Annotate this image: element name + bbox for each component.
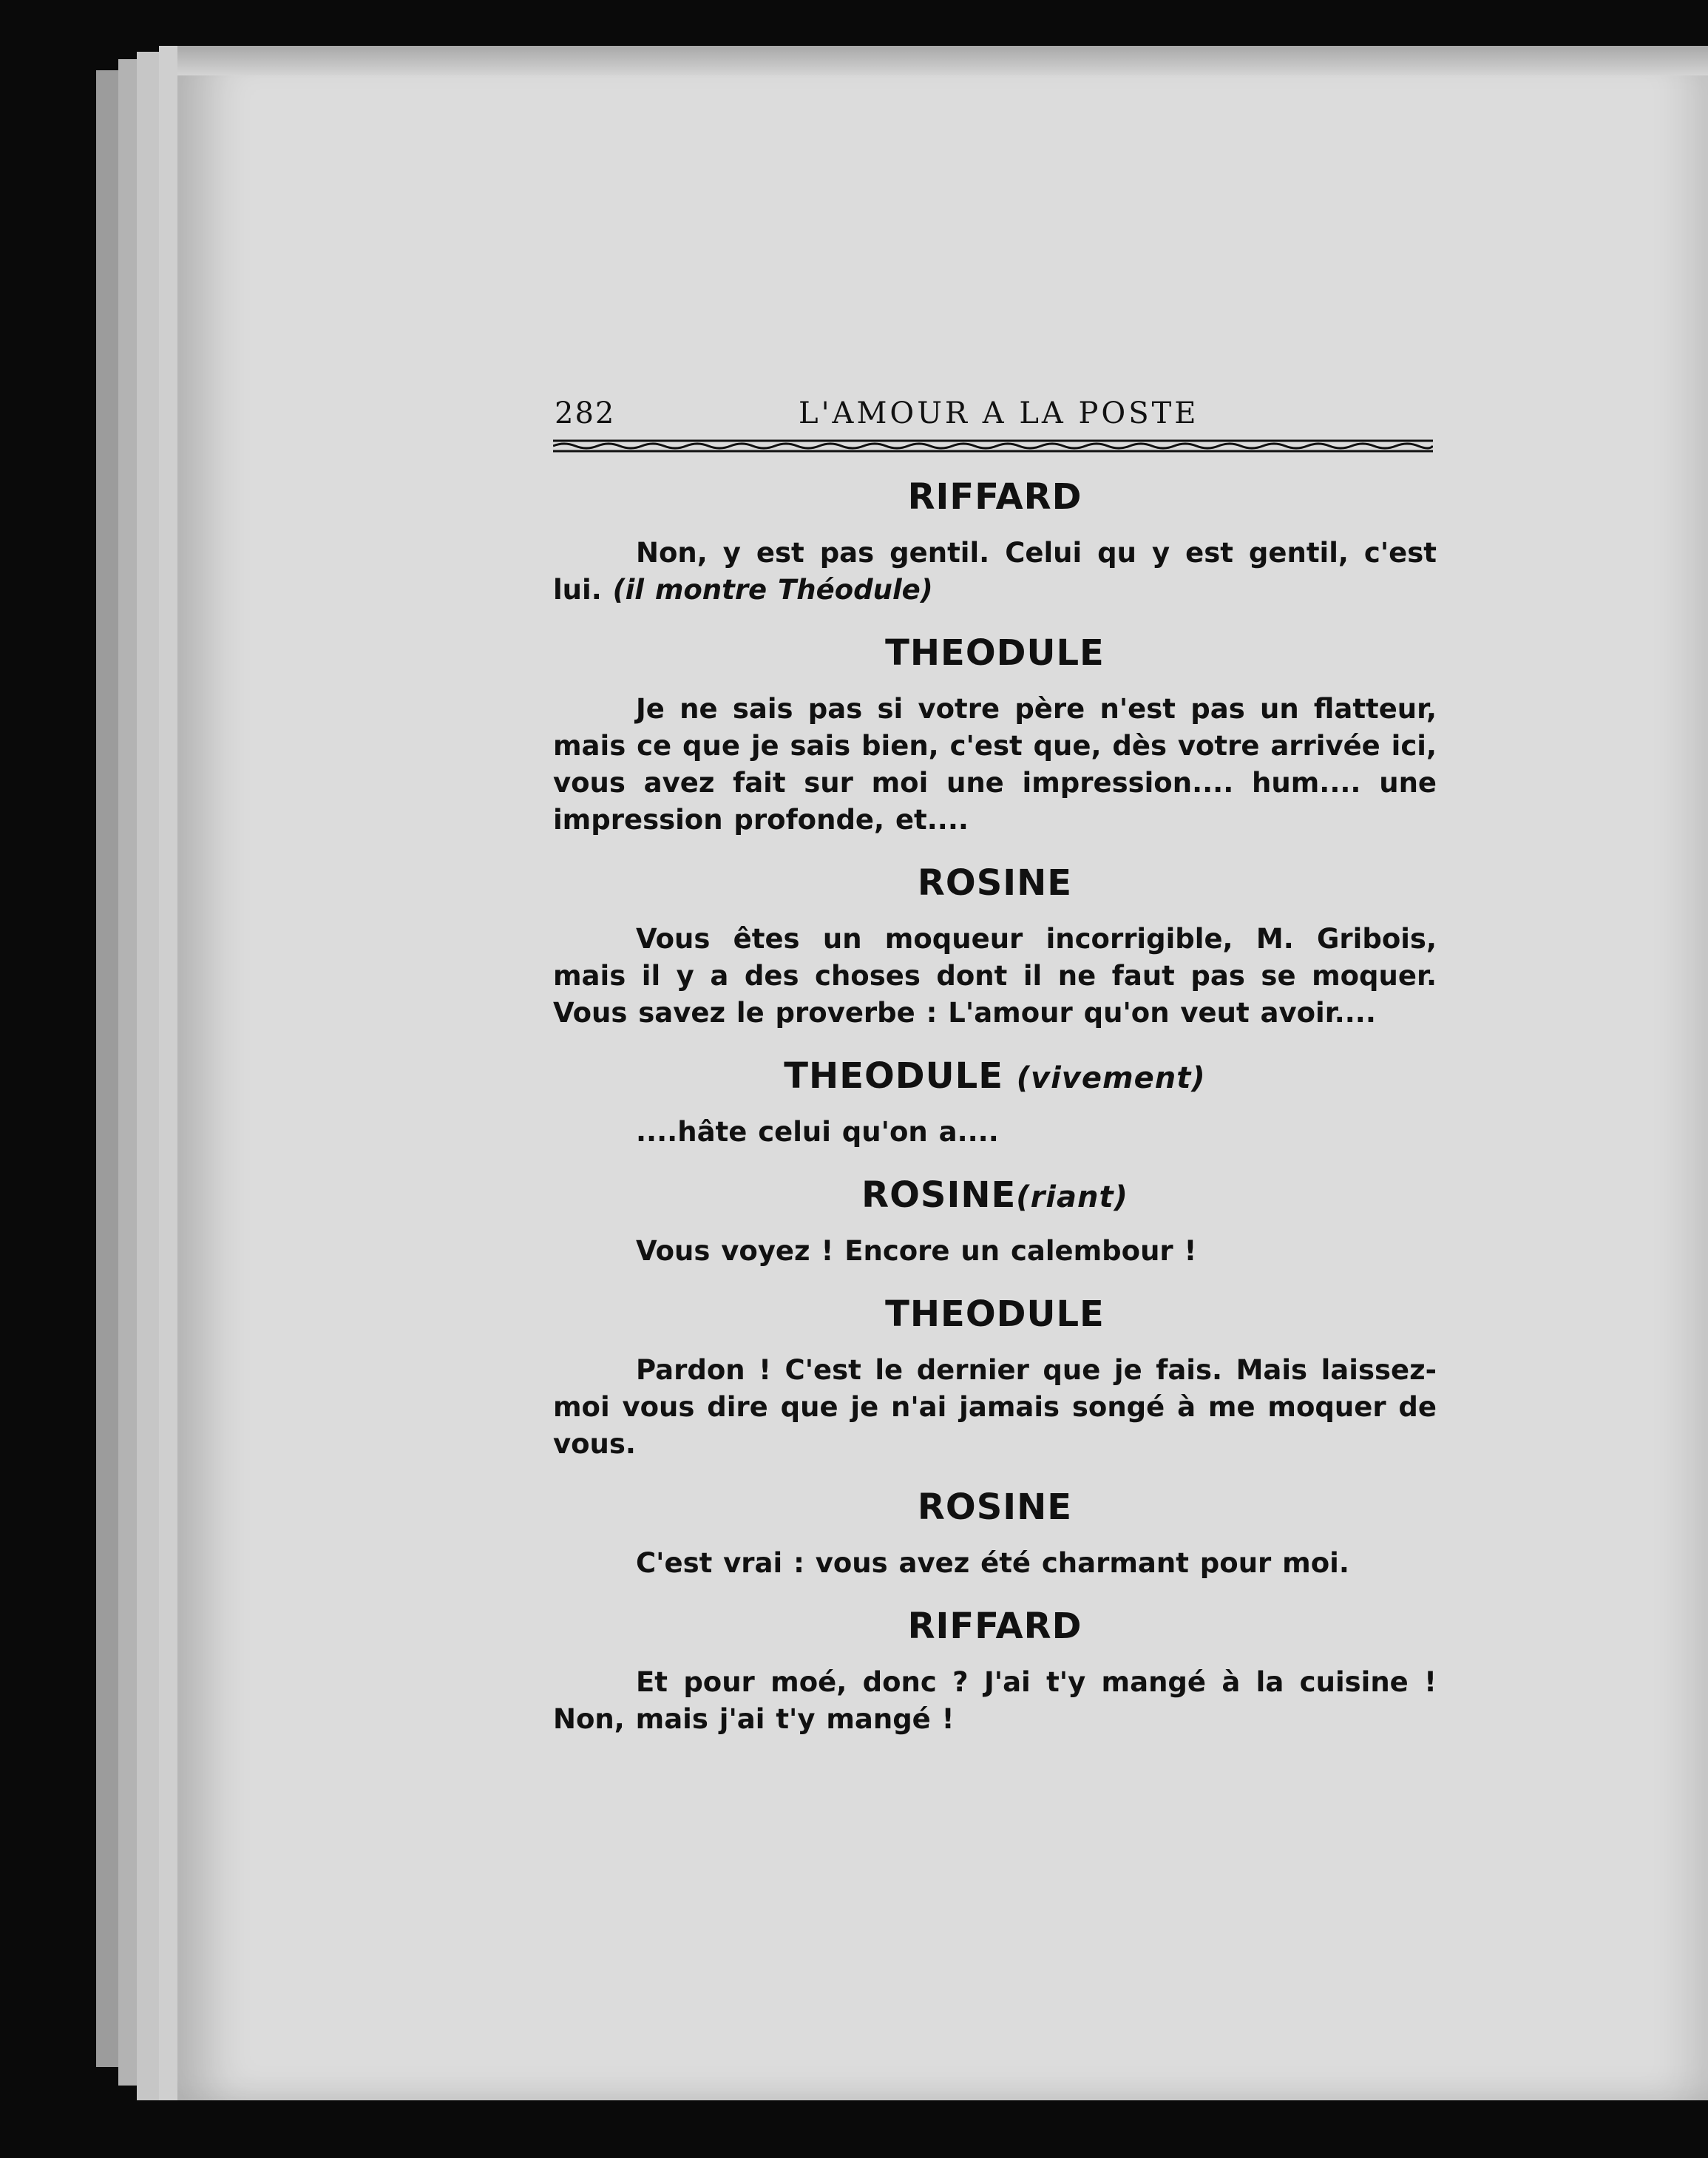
stage-direction: (vivement) (1016, 1061, 1206, 1095)
scan-border (118, 2100, 1708, 2158)
speaker-name: ROSINE (917, 1486, 1073, 1528)
stage-direction: (riant) (1016, 1180, 1128, 1214)
speaker-name: THEODULE (885, 1293, 1105, 1335)
page-number: 282 (555, 396, 616, 430)
speech-line: Vous voyez ! Encore un calembour ! (636, 1235, 1197, 1267)
running-header (555, 392, 1434, 436)
speaker-name: RIFFARD (907, 1606, 1082, 1647)
speech-line: Pardon ! C'est le dernier que je fais. Mais laissez-moi vous dire que je n'ai jamais songé à me moquer de vous. (553, 1354, 1437, 1460)
speaker-name: RIFFARD (907, 476, 1082, 518)
speech-line: Vous êtes un moqueur incorrigible, M. Gribois, mais il y a des choses dont il ne faut pas se moquer. Vous savez le proverbe : L'amour qu'on veut avoir.... (553, 923, 1437, 1029)
running-title: L'AMOUR A LA POSTE (799, 396, 1199, 430)
speaker-name: ROSINE (917, 862, 1073, 904)
speaker-name: THEODULE (885, 632, 1105, 674)
speech-line: Et pour moé, donc ? J'ai t'y mangé à la cuisine ! Non, mais j'ai t'y mangé ! (553, 1666, 1437, 1735)
play-dialogue (553, 466, 1437, 1760)
page-top-shadow (177, 46, 1708, 75)
speech-line: C'est vrai : vous avez été charmant pour moi. (636, 1547, 1349, 1579)
speech-line: ....hâte celui qu'on a.... (636, 1116, 999, 1148)
speech-line: Je ne sais pas si votre père n'est pas un flatteur, mais ce que je sais bien, c'est que, dès votre arrivée ici, vous avez fait sur moi une impression.... hum.... une impression profonde, et.... (553, 693, 1437, 836)
speech-line: Non, y est pas gentil. Celui qu y est gentil, c'est lui. (il montre Théodule) (553, 537, 1437, 606)
speaker-name: THEODULE (vivement) (784, 1055, 1206, 1097)
speaker-name: ROSINE(riant) (861, 1174, 1128, 1216)
decorative-rule (553, 438, 1433, 454)
stage-direction: (il montre Théodule) (612, 574, 933, 606)
